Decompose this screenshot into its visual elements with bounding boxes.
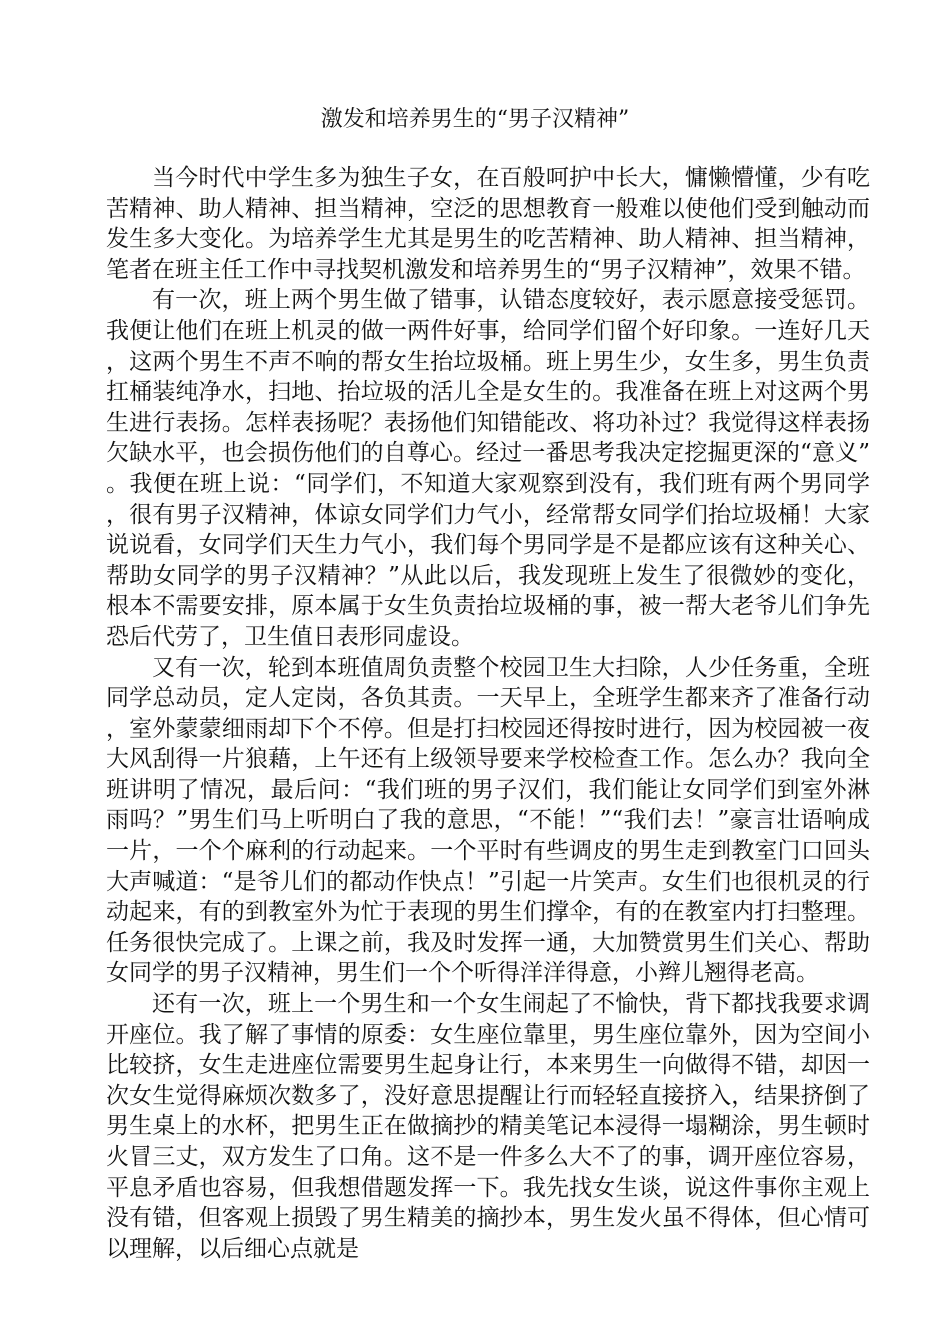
- document-title: 激发和培养男生的“男子汉精神”: [320, 107, 630, 132]
- document-body: [106, 163, 870, 1264]
- paragraph: 当今时代中学生多为独生子女，在百般呵护中长大，慵懒懵懂，少有吃苦精神、助人精神、担当精神，空泛的思想教育一般难以使他们受到触动而发生多大变化。为培养学生尤其是男生的吃苦精神、助人精神、担当精神，笔者在班主任工作中寻找契机激发和培养男生的“男子汉精神”，效果不错。: [106, 165, 870, 283]
- paragraph: 又有一次，轮到本班值周负责整个校园卫生大扫除，人少任务重，全班同学总动员，定人定岗，各负其责。一天早上，全班学生都来齐了准备行动，室外蒙蒙细雨却下个不停。但是打扫校园还得按时进行，因为校园被一夜大风刮得一片狼藉，上午还有上级领导要来学校检查工作。怎么办？我向全班讲明了情况，最后问：“我们班的男子汉们，我们能让女同学们到室外淋雨吗？”男生们马上听明白了我的意思，“不能！”“我们去！”豪言壮语响成一片，一个个麻利的行动起来。一个平时有些调皮的男生走到教室门口回头大声喊道：“是爷儿们的都动作快点！”引起一片笑声。女生们也很机灵的行动起来，有的到教室外为忙于表现的男生们撑伞，有的在教室内打扫整理。任务很快完成了。上课之前，我及时发挥一通，大加赞赏男生们关心、帮助女同学的男子汉精神，男生们一个个听得洋洋得意，小辫儿翘得老高。: [106, 654, 870, 987]
- paragraph: 有一次，班上两个男生做了错事，认错态度较好，表示愿意接受惩罚。我便让他们在班上机灵的做一两件好事，给同学们留个好印象。一连好几天，这两个男生不声不响的帮女生抬垃圾桶。班上男生少，女生多，男生负责扛桶装纯净水，扫地、抬垃圾的活儿全是女生的。我准备在班上对这两个男生进行表扬。怎样表扬呢？表扬他们知错能改、将功补过？我觉得这样表扬欠缺水平，也会损伤他们的自尊心。经过一番思考我决定挖掘更深的“意义”。我便在班上说：“同学们，不知道大家观察到没有，我们班有两个男同学，很有男子汉精神，体谅女同学们力气小，经常帮女同学们抬垃圾桶！大家说说看，女同学们天生力气小，我们每个男同学是不是都应该有这种关心、帮助女同学的男子汉精神？”从此以后，我发现班上发生了很微妙的变化，根本不需要安排，原本属于女生负责抬垃圾桶的事，被一帮大老爷儿们争先恐后代劳了，卫生值日表形同虚设。: [106, 287, 870, 650]
- paragraph: 还有一次，班上一个男生和一个女生闹起了不愉快，背下都找我要求调开座位。我了解了事情的原委：女生座位靠里，男生座位靠外，因为空间小比较挤，女生走进座位需要男生起身让行，本来男生一向做得不错，却因一次女生觉得麻烦次数多了，没好意思提醒让行而轻轻直接挤入，结果挤倒了男生桌上的水杯，把男生正在做摘抄的精美笔记本浸得一塌糊涂，男生顿时火冒三丈，双方发生了口角。这不是一件多么大不了的事，调开座位容易，平息矛盾也容易，但我想借题发挥一下。我先找女生谈，说这件事你主观上没有错，但客观上损毁了男生精美的摘抄本，男生发火虽不得体，但心情可以理解，以后细心点就是: [106, 991, 870, 1262]
